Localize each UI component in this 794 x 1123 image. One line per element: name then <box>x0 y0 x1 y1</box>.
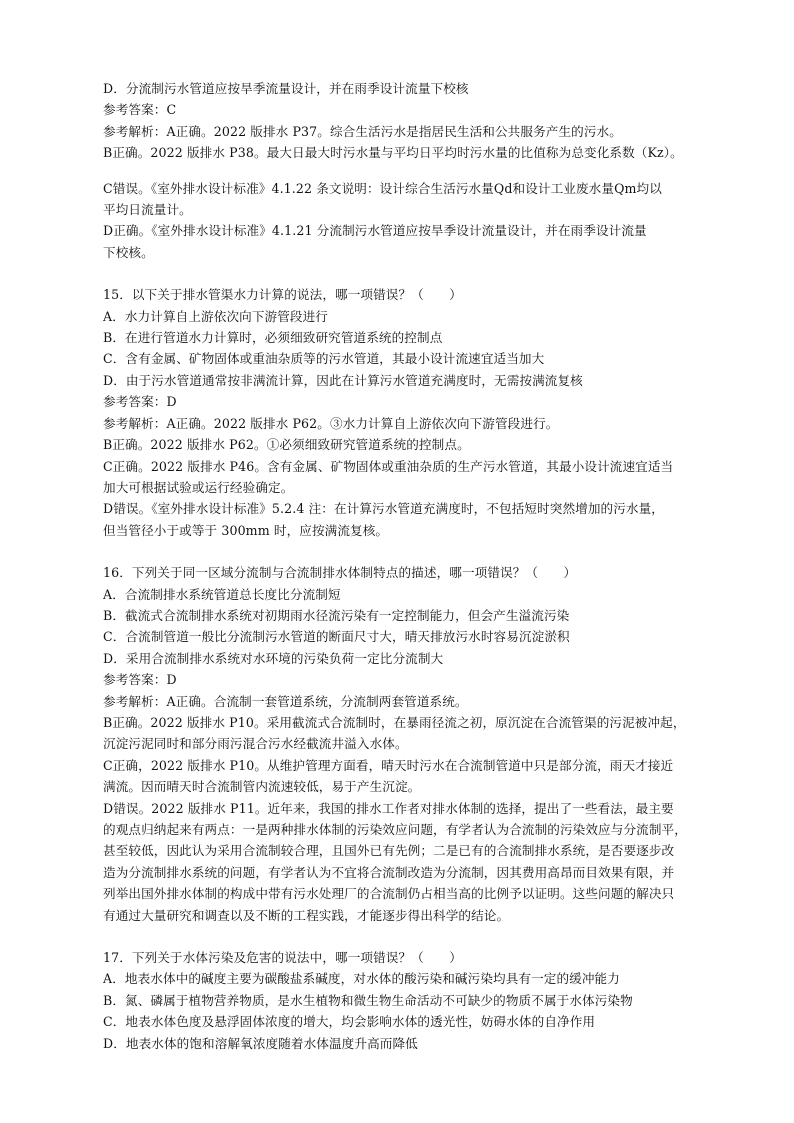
option-d: D．由于污水管道通常按非满流计算，因此在计算污水管道充满度时，无需按满流复核 <box>103 372 583 388</box>
option-b: B．在进行管道水力计算时，必须细致研究管道系统的控制点 <box>103 330 443 346</box>
question-16 <box>103 562 735 926</box>
analysis-line: 平均日流量计。 <box>103 202 192 218</box>
analysis-line: D错误。2022 版排水 P11。近年来，我国的排水工作者对排水体制的选择，提出了一些看法，最主要 <box>103 800 674 816</box>
prev-question <box>103 78 735 263</box>
option-a: A．地表水体中的碱度主要为碳酸盐系碱度，对水体的酸污染和碱污染均具有一定的缓冲能力 <box>103 971 620 987</box>
analysis-line: D错误。《室外排水设计标准》5.2.4 注：在计算污水管道充满度时，不包括短时突然增加的污水量， <box>103 501 664 517</box>
analysis-line: 下校核。 <box>103 244 154 260</box>
question-stem: 15．以下关于排水管渠水力计算的说法，哪一项错误？（ ） <box>103 287 462 303</box>
analysis-line: 加大可根据试验或运行经验确定。 <box>103 479 294 495</box>
analysis-line: 参考解析：A正确。2022 版排水 P62。③水力计算自上游依次向下游管段进行。 <box>103 415 559 431</box>
analysis-line: 的观点归纳起来有两点：一是两种排水体制的污染效应问题，有学者认为合流制的污染效应与分流制平， <box>103 822 687 837</box>
analysis-line: 参考解析：A正确。2022 版排水 P37。综合生活污水是指居民生活和公共服务产生的污水。 <box>103 123 622 139</box>
option-d: D．地表水体的饱和溶解氧浓度随着水体温度升高而降低 <box>103 1035 418 1051</box>
analysis-line: 满流。因而晴天时合流制管内流速较低，易于产生沉淀。 <box>103 779 421 795</box>
question-15 <box>103 284 735 541</box>
option-c: C．含有金属、矿物固体或重油杂质等的污水管道，其最小设计流速宜适当加大 <box>103 351 545 367</box>
analysis-line: 沉淀污泥同时和部分雨污混合污水经截流井溢入水体。 <box>103 736 408 752</box>
option-c: C．地表水体色度及悬浮固体浓度的增大，均会影响水体的透光性，妨碍水体的自净作用 <box>103 1014 596 1030</box>
analysis-line: 参考解析：A正确。合流制一套管道系统，分流制两套管道系统。 <box>103 693 468 709</box>
option-a: A．合流制排水系统管道总长度比分流制短 <box>103 586 341 602</box>
answer: 参考答案：C <box>103 102 177 118</box>
analysis-line: 但当管径小于或等于 300mm 时，应按满流复核。 <box>103 522 389 538</box>
analysis-line: C错误。《室外排水设计标准》4.1.22 条文说明：设计综合生活污水量Qd和设计工业废水量Qm均以 <box>103 180 662 196</box>
option-d: D．采用合流制排水系统对水环境的污染负荷一定比分流制大 <box>103 650 444 666</box>
document-body <box>103 78 735 1054</box>
analysis-line: 列举出国外排水体制的构成中带有污水处理厂的合流制仍占相当高的比例予以证明。这些问题的解决只 <box>103 886 675 902</box>
option-b: B．截流式合流制排水系统对初期雨水径流污染有一定控制能力，但会产生溢流污染 <box>103 607 570 623</box>
option-d: D．分流制污水管道应按旱季流量设计，并在雨季设计流量下校核 <box>103 81 469 96</box>
option-b: B．氮、磷属于植物营养物质，是水生植物和微生物生命活动不可缺少的物质不属于水体污染物 <box>103 992 633 1008</box>
option-a: A．水力计算自上游依次向下游管段进行 <box>103 308 328 324</box>
analysis-line: 甚至较低，因此认为采用合流制较合理，且国外已有先例；二是已有的合流制排水系统，是否要逐步改 <box>103 843 675 859</box>
option-c: C．合流制管道一般比分流制污水管道的断面尺寸大，晴天排放污水时容易沉淀淤积 <box>103 629 570 645</box>
analysis-line: C正确。2022 版排水 P46。含有金属、矿物固体或重油杂质的生产污水管道，其最小设计流速宜适当 <box>103 458 674 474</box>
analysis-line: B正确。2022 版排水 P38。最大日最大时污水量与平均日平均时污水量的比值称为总变化系数（Kz）。 <box>103 145 683 161</box>
question-17 <box>103 947 735 1054</box>
analysis-line: B正确。2022 版排水 P10。采用截流式合流制时，在暴雨径流之初，原沉淀在合流管渠的污泥被冲起， <box>103 714 686 730</box>
answer: 参考答案：D <box>103 394 177 410</box>
question-stem: 16．下列关于同一区域分流制与合流制排水体制特点的描述，哪一项错误？（ ） <box>103 565 577 581</box>
answer: 参考答案：D <box>103 672 177 688</box>
analysis-line: C正确，2022 版排水 P10。从维护管理方面看，晴天时污水在合流制管道中只是部分流，雨天才接近 <box>103 757 674 773</box>
analysis-line: 有通过大量研究和调查以及不断的工程实践，才能逐步得出科学的结论。 <box>103 907 510 923</box>
analysis-line: D正确。《室外排水设计标准》4.1.21 分流制污水管道应按旱季设计流量设计，并在雨季设计流量 <box>103 223 647 239</box>
analysis-line: 造为分流制排水系统的问题，有学者认为不宜将合流制改造为分流制，因其费用高昂而目效果有限，并 <box>103 864 675 880</box>
question-stem: 17．下列关于水体污染及危害的说法中，哪一项错误？（ ） <box>103 950 462 966</box>
analysis-line: B正确。2022 版排水 P62。①必须细致研究管道系统的控制点。 <box>103 437 470 453</box>
